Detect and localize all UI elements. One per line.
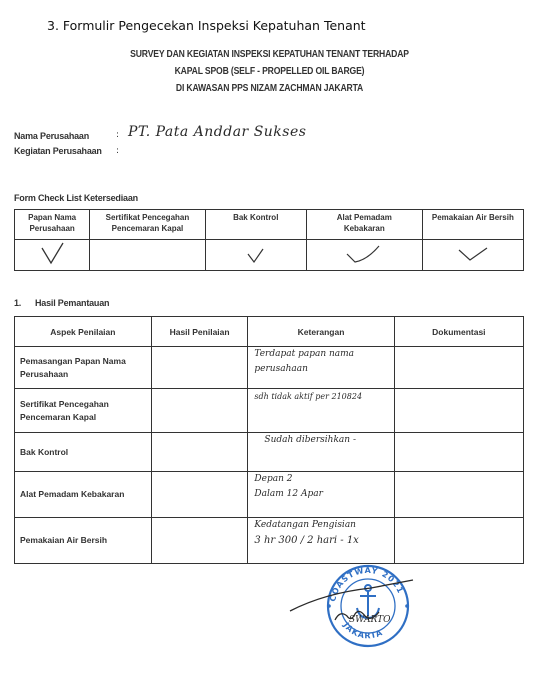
check-bak-kontrol[interactable] bbox=[205, 240, 306, 271]
result-cell[interactable] bbox=[151, 389, 248, 433]
header-keterangan: Keterangan bbox=[248, 317, 394, 347]
table-row bbox=[15, 472, 524, 518]
stamp-dot-icon bbox=[327, 604, 331, 608]
header-hasil: Hasil Penilaian bbox=[151, 317, 248, 347]
monitoring-title: Hasil Pemantauan bbox=[35, 298, 110, 308]
checkmark-icon bbox=[32, 240, 72, 266]
aspect-cell: Alat Pemadam Kebakaran bbox=[15, 472, 152, 518]
table-row bbox=[15, 389, 524, 433]
aspect-cell: Bak Kontrol bbox=[15, 433, 152, 472]
company-activity-label: Kegiatan Perusahaan bbox=[14, 146, 102, 156]
stamp-dot-icon bbox=[405, 604, 409, 608]
company-name-value: PT. Pata Anddar Sukses bbox=[128, 124, 307, 140]
title-line-2: KAPAL SPOB (SELF - PROPELLED OIL BARGE) bbox=[174, 65, 365, 77]
aspect-cell: Pemasangan Papan Nama Perusahaan bbox=[15, 347, 152, 389]
header-sertifikat: Sertifikat Pencegahan Pencemaran Kapal bbox=[90, 210, 205, 240]
doc-cell[interactable] bbox=[394, 472, 523, 518]
aspect-cell: Sertifikat Pencegahan Pencemaran Kapal bbox=[15, 389, 152, 433]
section-heading: 3. Formulir Pengecekan Inspeksi Kepatuhan Tenant bbox=[47, 18, 366, 33]
aspect-cell: Pemakaian Air Bersih bbox=[15, 518, 152, 564]
table-row bbox=[15, 433, 524, 472]
header-bak-kontrol: Bak Kontrol bbox=[205, 210, 306, 240]
header-papan-nama: Papan Nama Perusahaan bbox=[15, 210, 90, 240]
company-name-separator: : bbox=[116, 130, 120, 140]
notes-cell[interactable]: sdh tidak aktif per 210824 bbox=[248, 389, 394, 433]
notes-cell[interactable]: Depan 2 Dalam 12 Apar bbox=[248, 472, 394, 518]
result-cell[interactable] bbox=[151, 472, 248, 518]
header-aspek: Aspek Penilaian bbox=[15, 317, 152, 347]
checkmark-icon bbox=[339, 240, 389, 266]
result-cell[interactable] bbox=[151, 433, 248, 472]
header-alat-pemadam: Alat Pemadam Kebakaran bbox=[306, 210, 422, 240]
check-air-bersih[interactable] bbox=[422, 240, 523, 271]
result-cell[interactable] bbox=[151, 518, 248, 564]
check-papan-nama[interactable] bbox=[15, 240, 90, 271]
check-alat-pemadam[interactable] bbox=[306, 240, 422, 271]
document-title bbox=[0, 46, 539, 97]
checkmark-icon bbox=[236, 240, 276, 266]
checklist-table bbox=[14, 209, 524, 271]
table-row bbox=[15, 518, 524, 564]
result-cell[interactable] bbox=[151, 347, 248, 389]
table-row bbox=[15, 347, 524, 389]
notes-cell[interactable]: Kedatangan Pengisian 3 hr 300 / 2 hari - 1x bbox=[248, 518, 394, 564]
checklist-value-row bbox=[15, 240, 524, 271]
signature-text: SWARTO bbox=[349, 615, 391, 625]
official-stamp bbox=[285, 558, 425, 650]
checkmark-icon bbox=[453, 240, 493, 266]
notes-cell[interactable]: Terdapat papan nama perusahaan bbox=[248, 347, 394, 389]
company-name-label: Nama Perusahaan bbox=[14, 131, 90, 141]
doc-cell[interactable] bbox=[394, 518, 523, 564]
monitoring-number: 1. bbox=[14, 298, 22, 308]
checklist-title: Form Check List Ketersediaan bbox=[14, 193, 138, 203]
check-sertifikat[interactable] bbox=[90, 240, 205, 271]
header-dokumentasi: Dokumentasi bbox=[394, 317, 523, 347]
stamp-bottom-text: JAKARTA bbox=[341, 620, 385, 641]
notes-cell[interactable]: Sudah dibersihkan - bbox=[248, 433, 394, 472]
doc-cell[interactable] bbox=[394, 433, 523, 472]
title-line-3: DI KAWASAN PPS NIZAM ZACHMAN JAKARTA bbox=[175, 82, 364, 94]
header-air-bersih: Pemakaian Air Bersih bbox=[422, 210, 523, 240]
stamp-top-text: COASTWAY 2021 bbox=[328, 565, 406, 603]
title-line-1: SURVEY DAN KEGIATAN INSPEKSI KEPATUHAN TENANT TERHADAP bbox=[130, 48, 409, 60]
monitoring-header-row bbox=[15, 317, 524, 347]
checklist-header-row bbox=[15, 210, 524, 240]
monitoring-table bbox=[14, 316, 524, 564]
company-activity-separator: : bbox=[116, 146, 120, 156]
doc-cell[interactable] bbox=[394, 347, 523, 389]
doc-cell[interactable] bbox=[394, 389, 523, 433]
